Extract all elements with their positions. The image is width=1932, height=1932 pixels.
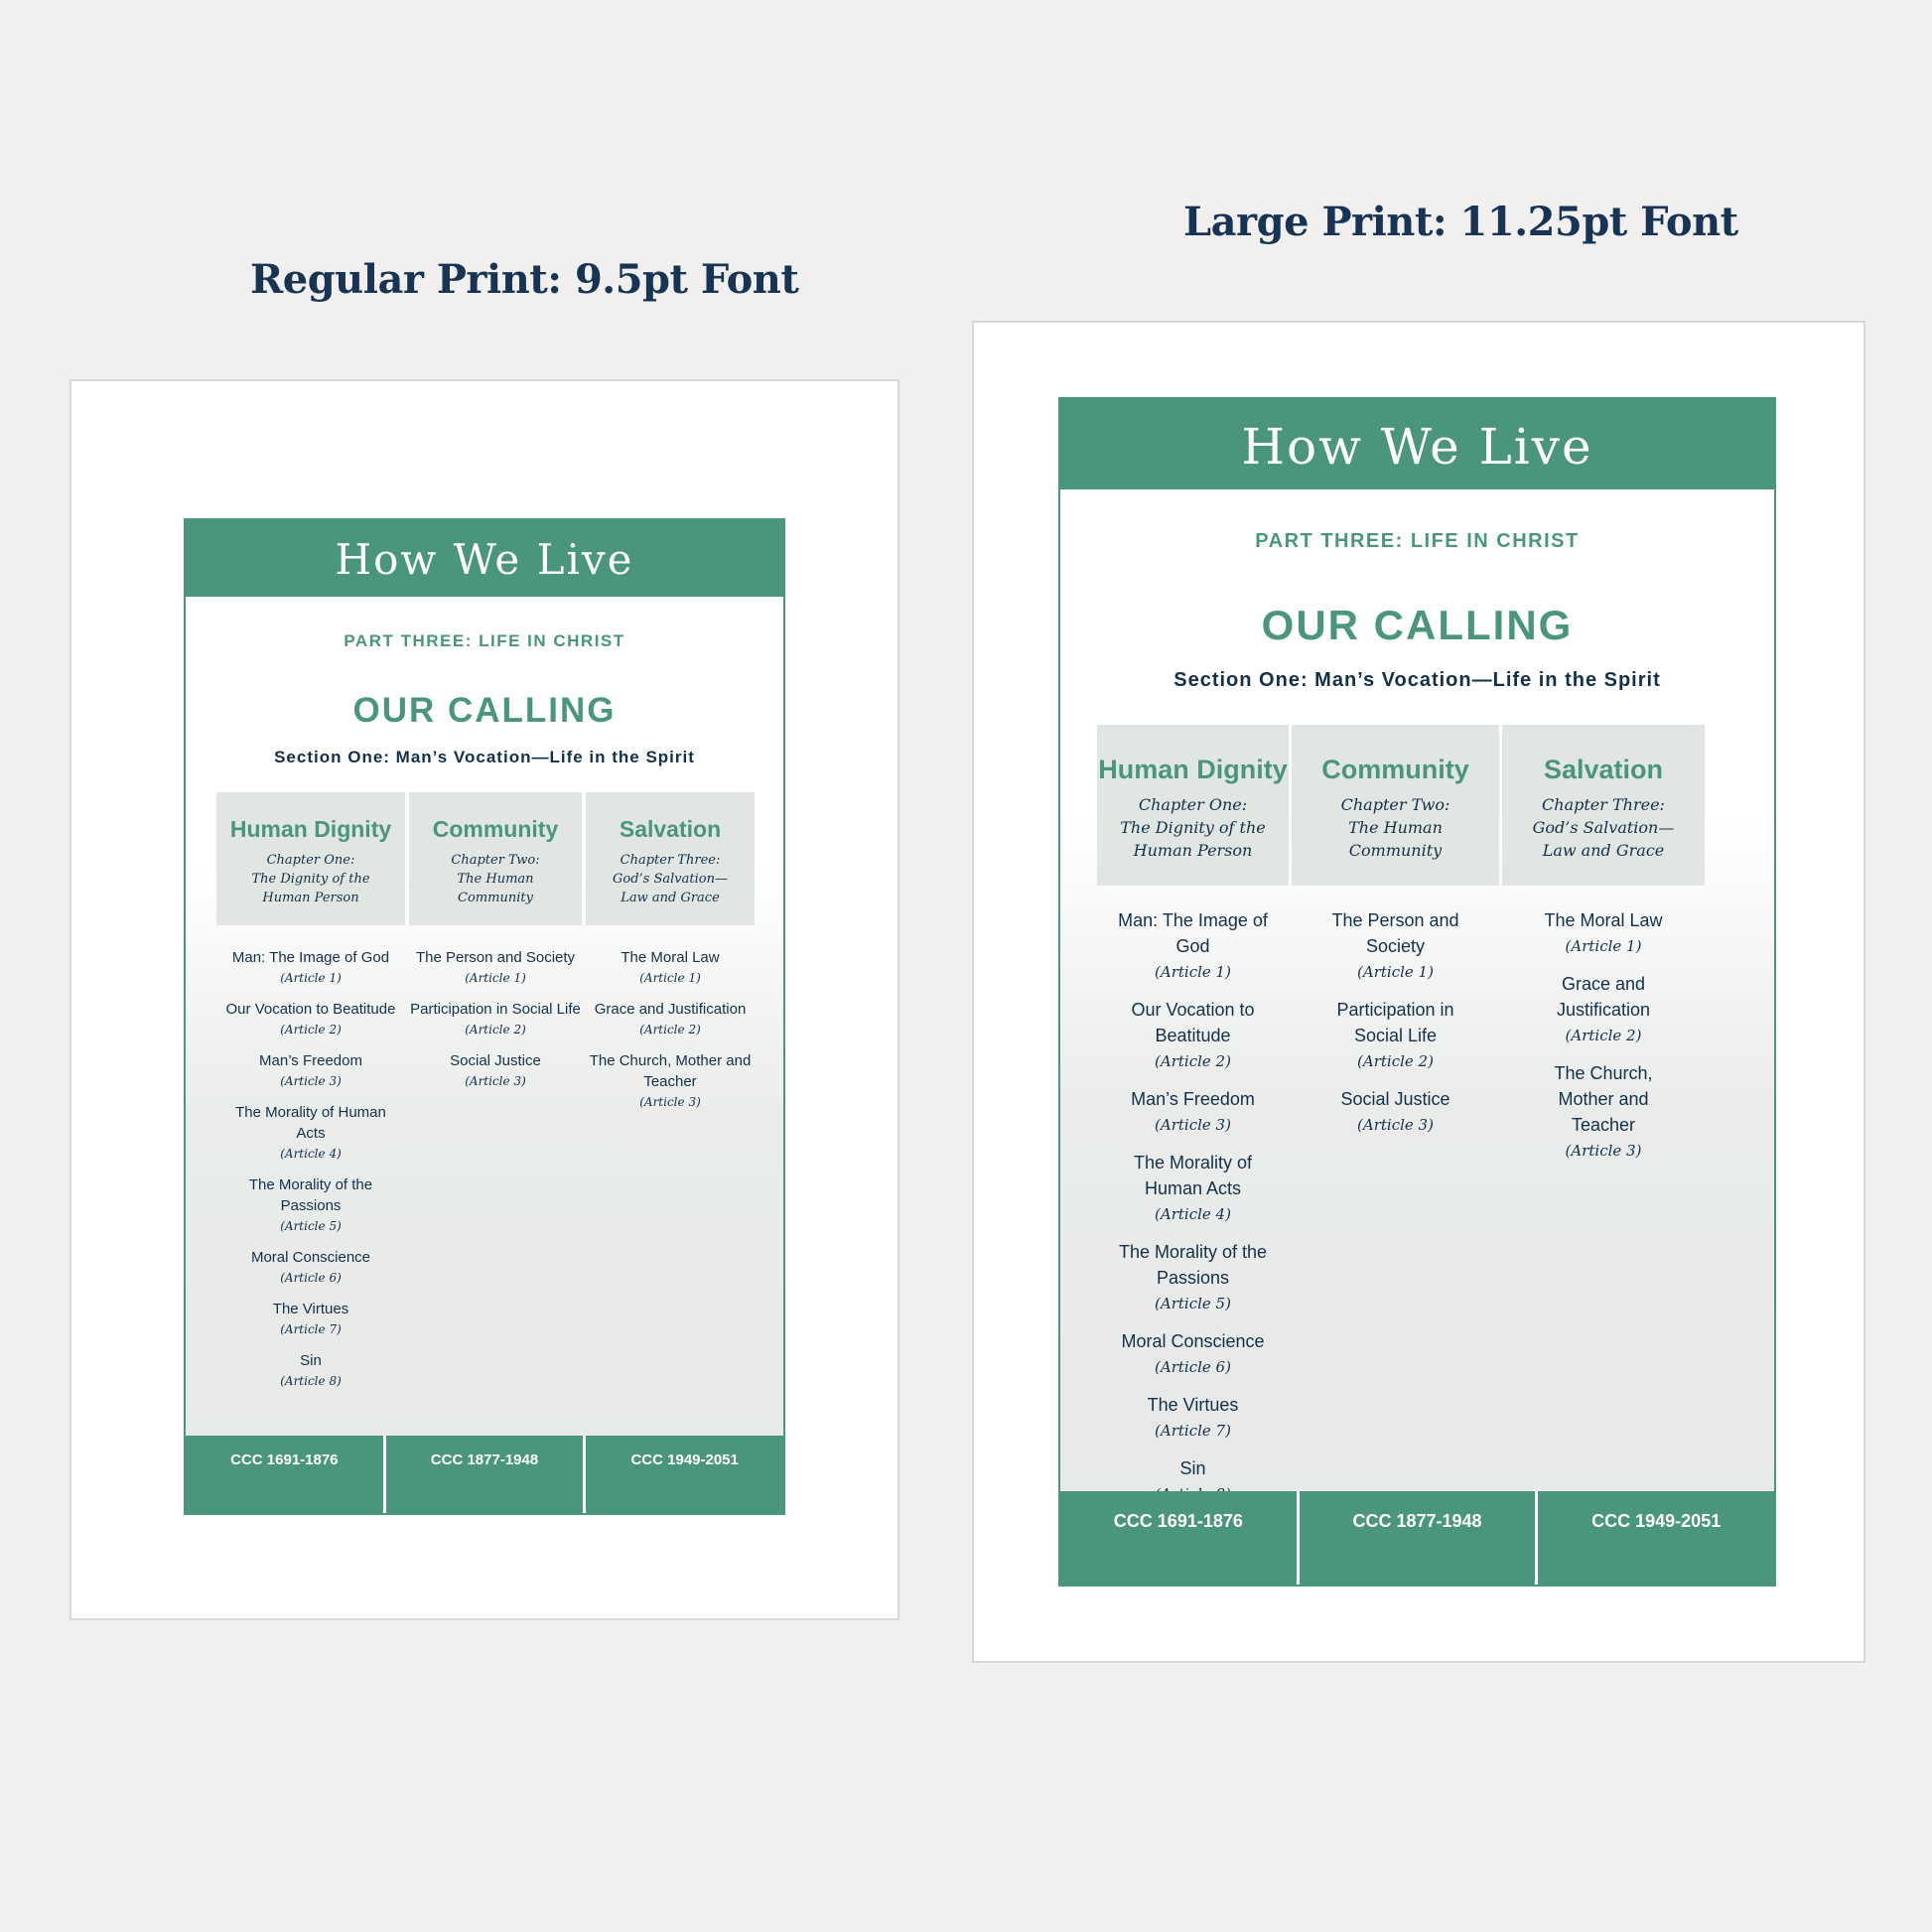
large-print-caption: Large Print: 11.25pt Font [1183, 199, 1738, 245]
article-number: (Article 2) [465, 1023, 526, 1036]
article-title: The Moral Law [621, 949, 720, 966]
ccc-range: CCC 1691-1876 [1060, 1491, 1300, 1585]
column-header-community [409, 792, 582, 925]
article-number: (Article 3) [1155, 1116, 1231, 1134]
chapter-label: Chapter Two: [451, 853, 540, 868]
column-heading: Salvation [1543, 755, 1664, 784]
article-title: The Person and Society [415, 949, 576, 966]
article-title: Man’s Freedom [1131, 1089, 1255, 1109]
list-item [219, 1050, 402, 1092]
article-number: (Article 3) [1565, 1142, 1642, 1160]
chapter-label: The Human [1348, 818, 1443, 837]
ccc-range: CCC 1877-1948 [386, 1436, 587, 1513]
article-title: Social Justice [450, 1052, 541, 1069]
section-subtitle: Section One: Man’s Vocation—Life in the Spirit [274, 748, 695, 766]
article-title: Social Justice [1340, 1089, 1450, 1109]
column-heading: Community [1321, 755, 1469, 784]
list-item [1107, 997, 1279, 1074]
ccc-footer [186, 1436, 783, 1513]
column-header-human-dignity [1097, 725, 1289, 886]
article-title: The Moral Law [1544, 910, 1663, 930]
chapter-label: Chapter Two: [1340, 795, 1450, 814]
article-number: (Article 3) [465, 1074, 526, 1088]
list-item [1313, 997, 1477, 1074]
article-title: Man: The Image of God [231, 949, 390, 966]
part-label: PART THREE: LIFE IN CHRIST [1255, 530, 1580, 552]
list-item [1107, 1328, 1279, 1380]
article-title: The Morality of the Passions [248, 1176, 373, 1214]
article-list-human-dignity [1107, 907, 1279, 1519]
card-title: How We Live [186, 520, 783, 597]
article-number: (Article 2) [1357, 1052, 1434, 1070]
article-title: Participation in Social Life [410, 1001, 581, 1018]
list-item [1107, 1086, 1279, 1138]
article-number: (Article 6) [1155, 1358, 1231, 1376]
list-item [586, 999, 755, 1040]
card-title: How We Live [1060, 399, 1774, 489]
article-title: Participation in Social Life [1336, 1000, 1454, 1045]
article-number: (Article 1) [1155, 963, 1231, 981]
article-title: The Person and Society [1331, 910, 1459, 956]
card-heading: OUR CALLING [352, 691, 617, 730]
regular-print-card [184, 518, 785, 1515]
article-number: (Article 2) [280, 1023, 342, 1036]
list-item [1525, 1060, 1682, 1164]
chapter-label: Human Person [1133, 841, 1253, 860]
list-item [219, 947, 402, 989]
part-label: PART THREE: LIFE IN CHRIST [344, 631, 625, 650]
article-title: Grace and Justification [1556, 974, 1651, 1020]
ccc-range: CCC 1691-1876 [186, 1436, 386, 1513]
list-item [219, 1174, 402, 1237]
article-title: Man: The Image of God [1118, 910, 1268, 956]
list-item [219, 1102, 402, 1165]
article-title: The Virtues [272, 1301, 349, 1317]
column-header-human-dignity [216, 792, 405, 925]
article-number: (Article 8) [280, 1374, 342, 1388]
article-list-community [409, 947, 582, 1102]
column-heading: Salvation [619, 816, 722, 842]
article-number: (Article 7) [1155, 1422, 1231, 1440]
article-number: (Article 5) [1155, 1295, 1231, 1312]
column-header-salvation [1502, 725, 1705, 886]
article-list-human-dignity [219, 947, 402, 1402]
article-number: (Article 1) [465, 971, 526, 985]
article-title: Our Vocation to Beatitude [1131, 1000, 1255, 1045]
chapter-label: God’s Salvation— [613, 872, 728, 887]
article-number: (Article 6) [280, 1271, 342, 1285]
article-title: Grace and Justification [594, 1001, 747, 1018]
section-subtitle: Section One: Man’s Vocation—Life in the Spirit [1173, 669, 1661, 691]
list-item [586, 1050, 755, 1113]
list-item [409, 947, 582, 989]
article-number: (Article 4) [280, 1147, 342, 1161]
article-title: The Morality of the Passions [1118, 1242, 1268, 1288]
article-list-salvation [586, 947, 755, 1123]
column-header-salvation [586, 792, 755, 925]
article-title: The Morality of Human Acts [235, 1104, 386, 1142]
chapter-label: God’s Salvation— [1532, 818, 1675, 837]
article-number: (Article 1) [1357, 963, 1434, 981]
list-item [1525, 971, 1682, 1048]
article-title: Man’s Freedom [259, 1052, 362, 1069]
chapter-label: Chapter One: [1138, 795, 1248, 814]
article-number: (Article 1) [639, 971, 701, 985]
column-heading: Human Dignity [1098, 755, 1288, 784]
article-title: Sin [300, 1352, 322, 1369]
list-item [1525, 907, 1682, 959]
article-title: The Church, Mother and Teacher [1554, 1063, 1653, 1135]
list-item [409, 999, 582, 1040]
card-heading: OUR CALLING [1261, 602, 1574, 648]
article-number: (Article 2) [1565, 1027, 1642, 1044]
list-item [1313, 1086, 1477, 1138]
list-item [219, 1299, 402, 1340]
list-item [1313, 907, 1477, 985]
article-number: (Article 2) [1155, 1052, 1231, 1070]
list-item [1107, 1392, 1279, 1444]
article-title: Our Vocation to Beatitude [225, 1001, 396, 1018]
column-header-community [1292, 725, 1499, 886]
article-title: Moral Conscience [250, 1249, 371, 1266]
chapter-label: Chapter Three: [1542, 795, 1665, 814]
article-number: (Article 3) [639, 1095, 701, 1109]
ccc-footer [1060, 1491, 1774, 1585]
article-number: (Article 4) [1155, 1205, 1231, 1223]
article-number: (Article 3) [280, 1074, 342, 1088]
chapter-label: Chapter Three: [620, 853, 721, 868]
article-number: (Article 1) [1565, 937, 1642, 955]
chapter-label: Community [1348, 841, 1443, 860]
article-list-community [1313, 907, 1477, 1150]
article-list-salvation [1525, 907, 1682, 1175]
chapter-label: The Human [457, 872, 534, 887]
list-item [219, 1247, 402, 1289]
ccc-range: CCC 1949-2051 [630, 1451, 739, 1468]
article-number: (Article 2) [639, 1023, 701, 1036]
column-heading: Human Dignity [229, 816, 392, 842]
article-title: Sin [1179, 1458, 1206, 1478]
article-number: (Article 1) [280, 971, 342, 985]
article-number: (Article 5) [280, 1219, 342, 1233]
chapter-label: Law and Grace [1542, 841, 1665, 860]
chapter-label: Law and Grace [621, 891, 720, 905]
chapter-label: The Dignity of the [1120, 818, 1266, 837]
chapter-label: Community [458, 891, 533, 905]
article-title: Moral Conscience [1121, 1331, 1265, 1351]
list-item [1107, 1239, 1279, 1316]
list-item [219, 999, 402, 1040]
article-title: The Morality of Human Acts [1133, 1153, 1253, 1198]
ccc-range: CCC 1877-1948 [1300, 1491, 1539, 1585]
list-item [219, 1350, 402, 1392]
article-number: (Article 7) [280, 1322, 342, 1336]
chapter-label: Chapter One: [266, 853, 355, 868]
article-title: The Virtues [1147, 1395, 1239, 1415]
article-number: (Article 3) [1357, 1116, 1434, 1134]
list-item [586, 947, 755, 989]
column-heading: Community [432, 816, 559, 842]
chapter-label: Human Person [262, 891, 359, 905]
list-item [1107, 907, 1279, 985]
article-title: The Church, Mother and Teacher [589, 1052, 752, 1090]
regular-print-caption: Regular Print: 9.5pt Font [250, 256, 799, 303]
ccc-range: CCC 1949-2051 [1591, 1511, 1722, 1531]
chapter-label: The Dignity of the [251, 872, 370, 887]
large-print-card [1058, 397, 1776, 1587]
list-item [409, 1050, 582, 1092]
list-item [1107, 1150, 1279, 1227]
